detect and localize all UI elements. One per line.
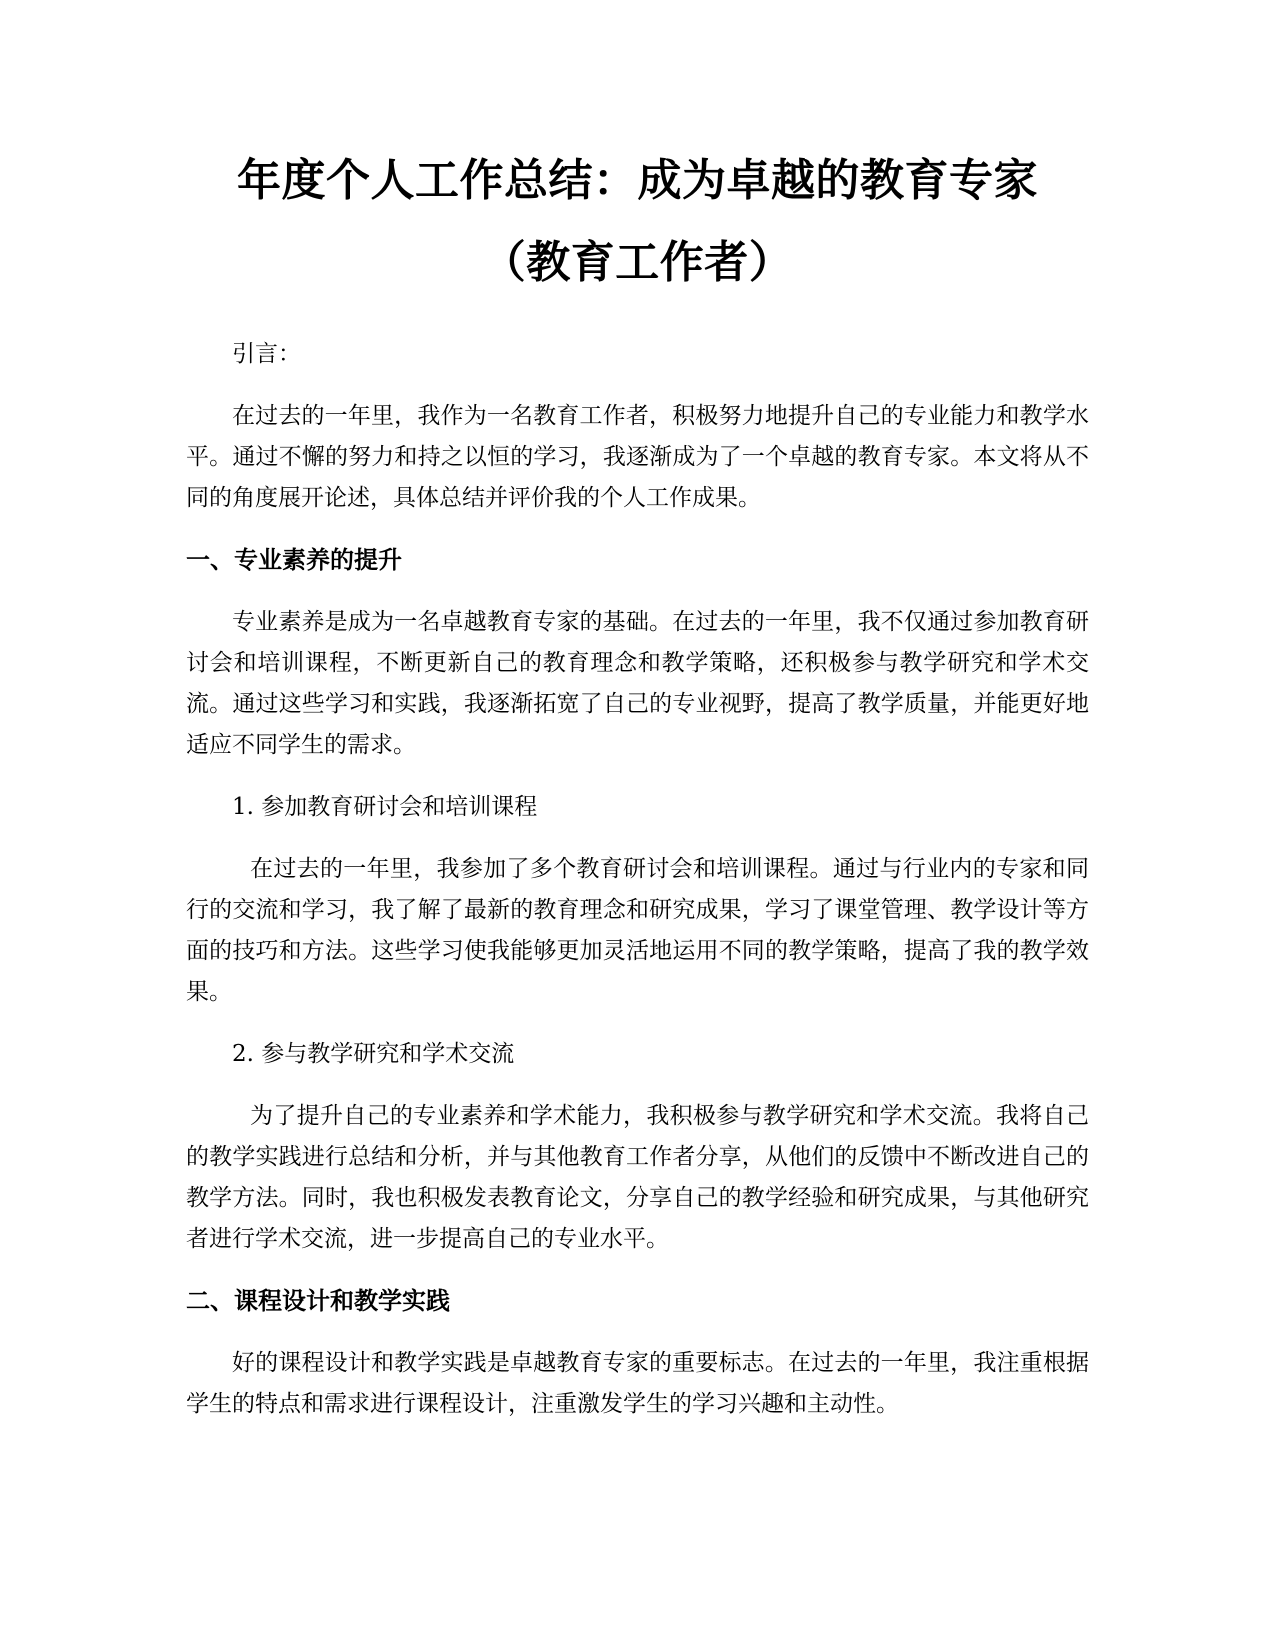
title-line-1: 年度个人工作总结：成为卓越的教育专家 [237,155,1038,206]
title-line-2: （教育工作者） [481,237,794,288]
item-2-label: 2. 参与教学研究和学术交流 [232,1041,515,1067]
item-2-paragraph: 为了提升自己的专业素养和学术能力，我积极参与教学研究和学术交流。我将自己的教学实践进行总结和分析，并与其他教育工作者分享，从他们的反馈中不断改进自己的教学方法。同时，我也积极发表教育论文，分享自己的教学经验和研究成果，与其他研究者进行学术交流，进一步提高自己的专业水平。 [186,1103,1089,1252]
document-page [186,140,1089,1425]
item-1-paragraph: 在过去的一年里，我参加了多个教育研讨会和培训课程。通过与行业内的专家和同行的交流和学习，我了解了最新的教育理念和研究成果，学习了课堂管理、教学设计等方面的技巧和方法。这些学习使我能够更加灵活地运用不同的教学策略，提高了我的教学效果。 [186,856,1089,1005]
intro-paragraph: 在过去的一年里，我作为一名教育工作者，积极努力地提升自己的专业能力和教学水平。通过不懈的努力和持之以恒的学习，我逐渐成为了一个卓越的教育专家。本文将从不同的角度展开论述，具体总结并评价我的个人工作成果。 [186,403,1089,511]
intro-label: 引言： [232,341,301,367]
section-2-heading: 二、课程设计和教学实践 [186,1287,450,1315]
section-1-heading: 一、专业素养的提升 [186,546,402,574]
item-1-label: 1. 参加教育研讨会和培训课程 [232,794,538,820]
section-2-paragraph: 好的课程设计和教学实践是卓越教育专家的重要标志。在过去的一年里，我注重根据学生的特点和需求进行课程设计，注重激发学生的学习兴趣和主动性。 [186,1350,1089,1417]
document-title [186,140,1089,304]
section-1-paragraph: 专业素养是成为一名卓越教育专家的基础。在过去的一年里，我不仅通过参加教育研讨会和培训课程，不断更新自己的教育理念和教学策略，还积极参与教学研究和学术交流。通过这些学习和实践，我逐渐拓宽了自己的专业视野，提高了教学质量，并能更好地适应不同学生的需求。 [186,609,1089,758]
